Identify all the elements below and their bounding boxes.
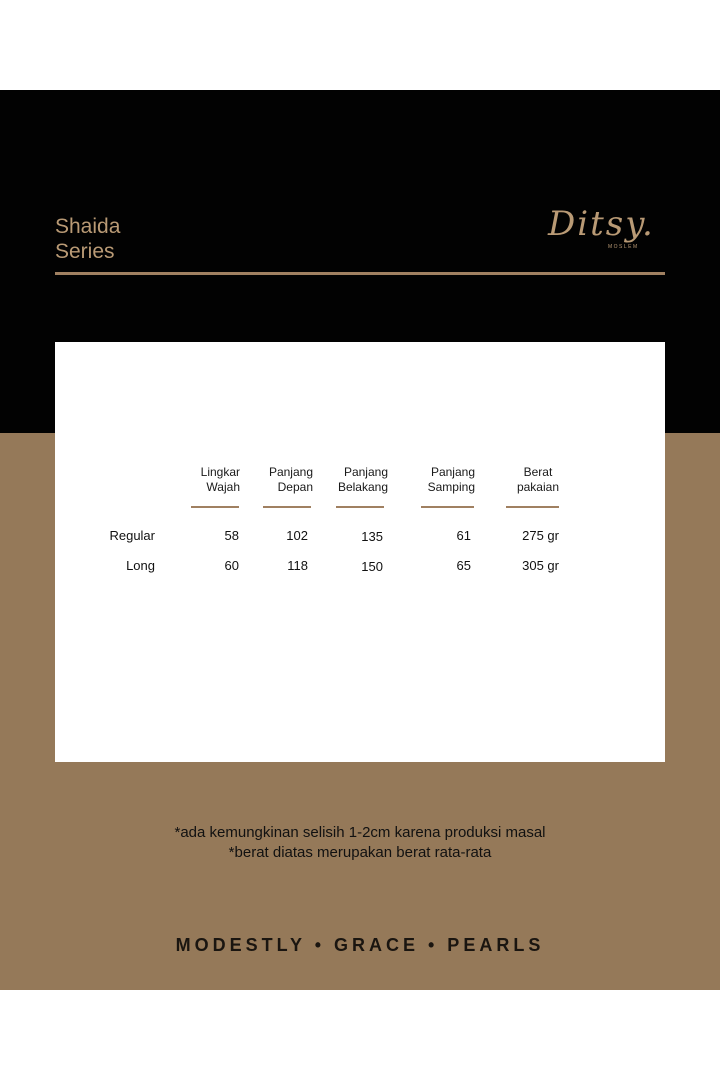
row-label-regular: Regular (109, 528, 155, 543)
table-cell: 58 (224, 528, 239, 543)
brand-logo (548, 204, 668, 260)
size-chart-card (55, 342, 665, 762)
brand-logo-wordmark: Ditsy. (548, 204, 655, 244)
table-cell: 65 (456, 558, 471, 573)
column-header-panjang-depan: Panjang Depan (268, 465, 313, 494)
column-underline (506, 506, 559, 508)
column-header-lingkar-wajah: Lingkar Wajah (200, 465, 240, 494)
footnotes (0, 823, 720, 863)
footnote-tolerance: *ada kemungkinan selisih 1-2cm karena produksi masal (174, 824, 546, 841)
column-header-panjang-samping: Panjang Samping (427, 465, 475, 494)
brand-logo-subtitle: MOSLEM (608, 244, 639, 250)
table-cell: 275 gr (522, 528, 559, 543)
table-cell: 102 (286, 528, 308, 543)
row-label-long: Long (126, 558, 155, 573)
column-underline (191, 506, 239, 508)
column-header-panjang-belakang: Panjang Belakang (337, 465, 388, 494)
table-cell: 135 (361, 529, 383, 544)
column-underline (421, 506, 474, 508)
table-cell: 60 (224, 558, 239, 573)
column-underline (263, 506, 311, 508)
column-header-berat-pakaian: Berat pakaian (516, 465, 559, 494)
table-cell: 118 (287, 558, 308, 573)
table-cell: 150 (361, 559, 383, 574)
footnote-weight: *berat diatas merupakan berat rata-rata (228, 844, 492, 861)
series-title-line2: Series (55, 240, 115, 263)
series-title (55, 214, 120, 264)
header-divider (55, 272, 665, 275)
table-cell: 61 (456, 528, 471, 543)
column-underline (336, 506, 384, 508)
series-title-line1: Shaida (55, 215, 121, 238)
brand-tagline: MODESTLY • GRACE • PEARLS (175, 935, 545, 955)
table-cell: 305 gr (522, 558, 559, 573)
